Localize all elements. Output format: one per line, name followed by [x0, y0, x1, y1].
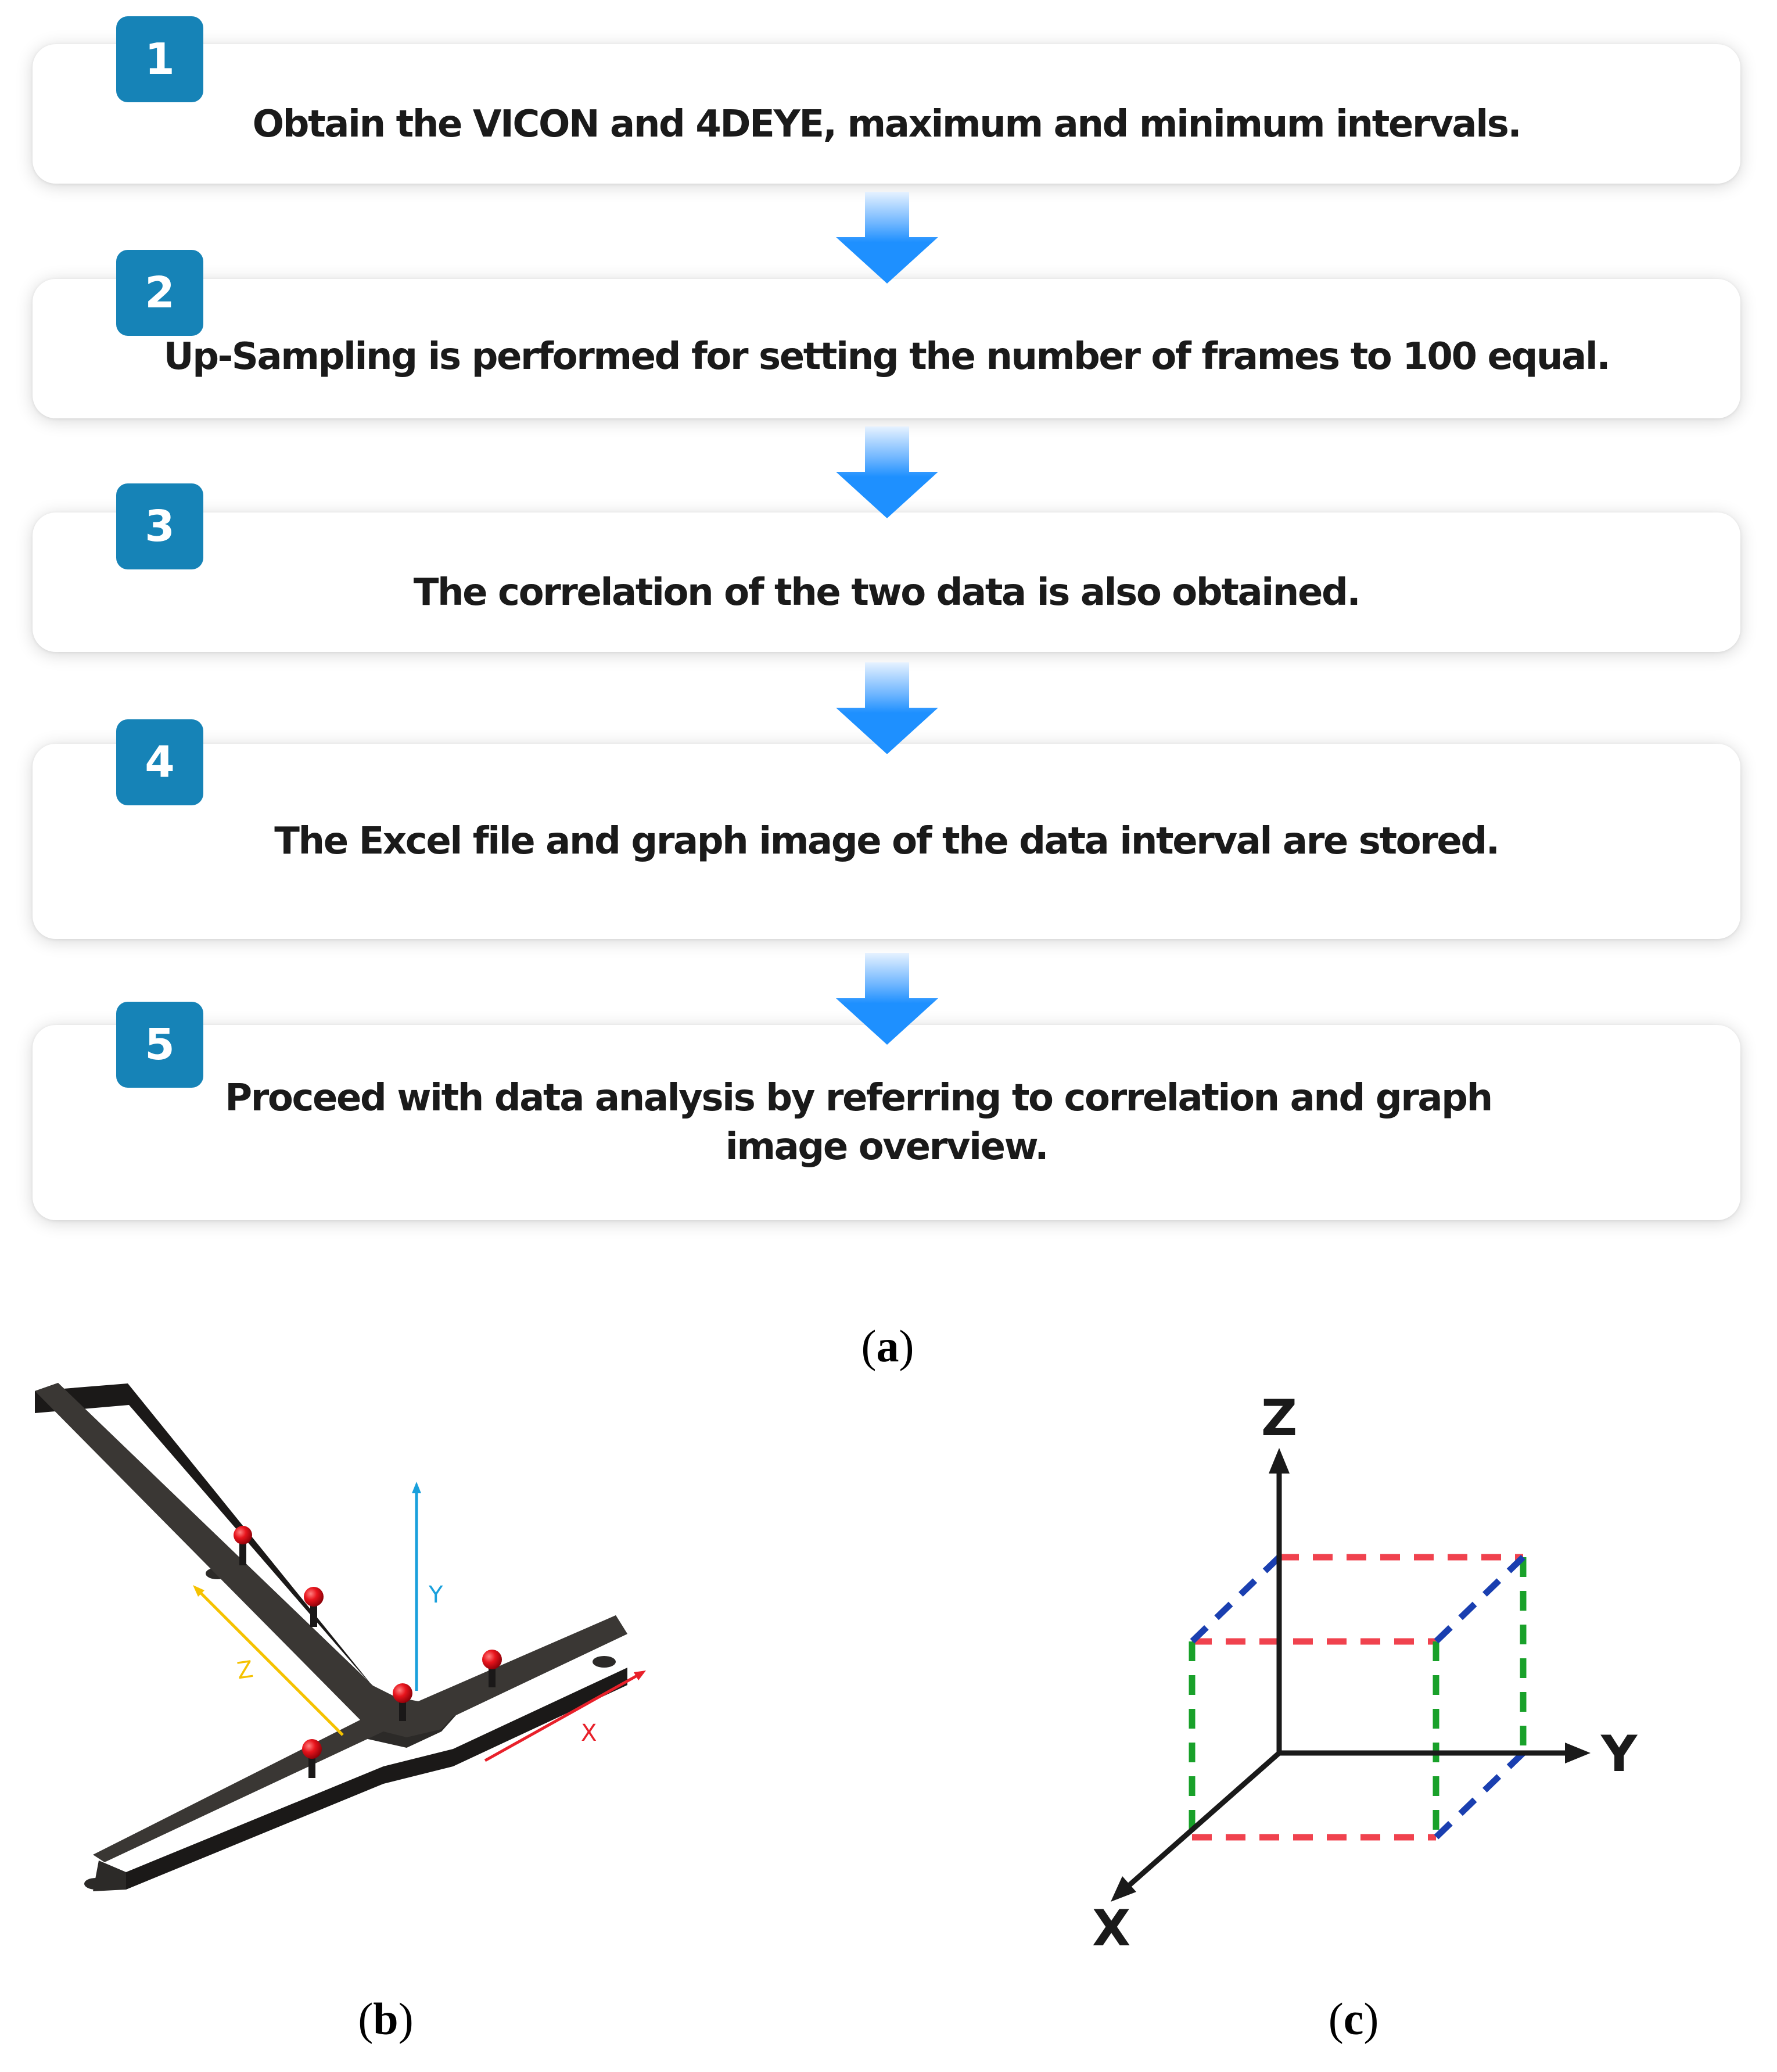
- step-5-badge: 5: [116, 1002, 203, 1088]
- down-arrow-4-icon: [835, 953, 939, 1046]
- cube-edge-blue: [1436, 1557, 1523, 1641]
- axis-y-arrow: [412, 1482, 421, 1691]
- down-arrow-1-icon: [835, 192, 939, 285]
- cube-edge-blue: [1436, 1753, 1523, 1837]
- caption-a: (a): [861, 1321, 914, 1371]
- step-5-text-line2: image overview.: [725, 1125, 1048, 1168]
- caption-b: (b): [358, 1994, 414, 2044]
- down-arrow-3-icon: [835, 662, 939, 755]
- step-4-text: The Excel file and graph image of the data interval are stored.: [274, 820, 1499, 863]
- step-4-badge: 4: [116, 719, 203, 805]
- foot: [593, 1656, 616, 1668]
- axis-x-label: X: [581, 1720, 597, 1747]
- step-3-text: The correlation of the two data is also obtained.: [413, 571, 1360, 614]
- step-5-text-line1: Proceed with data analysis by referring to correlation and graph: [225, 1077, 1492, 1120]
- axis-z-label: Z: [235, 1656, 255, 1685]
- step-1-badge: 1: [116, 16, 203, 102]
- step-2-text: Up-Sampling is performed for setting the number of frames to 100 equal.: [163, 335, 1610, 378]
- axis-y-label: Y: [1601, 1725, 1638, 1783]
- caption-c: (c): [1328, 1994, 1379, 2044]
- axis-z-arrowhead: [1269, 1448, 1290, 1474]
- step-1-text: Obtain the VICON and 4DEYE, maximum and minimum intervals.: [252, 103, 1521, 146]
- axis-y-arrowhead: [1565, 1743, 1591, 1763]
- axis-y-label: Y: [429, 1582, 443, 1608]
- figure-b-marker-frame: [35, 1383, 685, 1929]
- axis-z-label: Z: [1261, 1389, 1298, 1447]
- step-2-badge: 2: [116, 250, 203, 336]
- down-arrow-2-icon: [835, 426, 939, 519]
- step-3-badge: 3: [116, 483, 203, 569]
- axis-x: [1127, 1753, 1279, 1887]
- axis-x-label: X: [1092, 1899, 1131, 1952]
- figure-c-axes-cube: [1046, 1383, 1661, 1952]
- cube-edge-blue: [1192, 1557, 1279, 1641]
